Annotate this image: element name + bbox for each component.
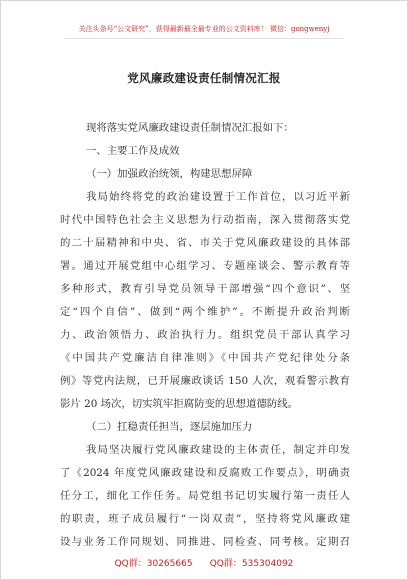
paragraph-line: 力、政治领悟力、政治执行力。组织党员干部认真学习 [60, 329, 350, 341]
paragraph-line: 任分工，细化工作任务。局党组书记切实履行第一责任人 [60, 490, 350, 502]
paragraph-line: 影片 20 场次，切实筑牢拒腐防变的思想道德防线。 [60, 398, 299, 410]
paragraph-line: 设与业务工作同规划、同推进、同检查、同考核。定期召 [60, 536, 350, 548]
paragraph-line: 《中国共产党廉洁自律准则》《中国共产党纪律处分条 [60, 352, 350, 364]
subsection-heading: （二）扛稳责任担当，逐层施加压力 [86, 421, 253, 433]
paragraph-line: 时代中国特色社会主义思想为行动指南，深入贯彻落实党 [60, 214, 350, 226]
paragraph-line: 的职责，班子成员履行“一岗双责”，坚持将党风廉政建 [60, 513, 350, 525]
paragraph-line: 署。通过开展党组中心组学习、专题座谈会、警示教育等 [60, 260, 350, 272]
paragraph-line: 我局坚决履行党风廉政建设的主体责任，制定并印发 [86, 444, 350, 456]
header-banner: 关注头条号“公文研究”，获得最新最全最专业的公文资料库！ 微信：gongwenyj [78, 25, 330, 33]
header-divider [64, 38, 344, 39]
subsection-heading: （一）加强政治统领，构建思想屏障 [86, 168, 253, 180]
paragraph-line: 定“四个自信”、做到“两个维护”。不断提升政治判断 [60, 306, 350, 318]
paragraph-line: 现将落实党风廉政建设责任制情况汇报如下： [86, 122, 294, 134]
paragraph-line: 例》等党内法规，已开展廉政谈话 150 人次，观看警示教育 [60, 375, 350, 387]
paragraph-line: 了《2024 年度党风廉政建设和反腐败工作要点》，明确责 [60, 467, 350, 479]
footer-contact: QQ群：30265665 QQ群：535304092 [114, 559, 294, 569]
document-title: 党风廉政建设责任制情况汇报 [127, 71, 281, 85]
paragraph-line: 我局始终将党的政治建设置于工作首位，以习近平新 [86, 191, 350, 203]
section-heading: 一、主要工作及成效 [86, 145, 180, 157]
paragraph-line: 多种形式，教育引导党员领导干部增强“四个意识”、坚 [60, 283, 350, 295]
paragraph-line: 的二十届精神和中央、省、市关于党风廉政建设的具体部 [60, 237, 350, 249]
